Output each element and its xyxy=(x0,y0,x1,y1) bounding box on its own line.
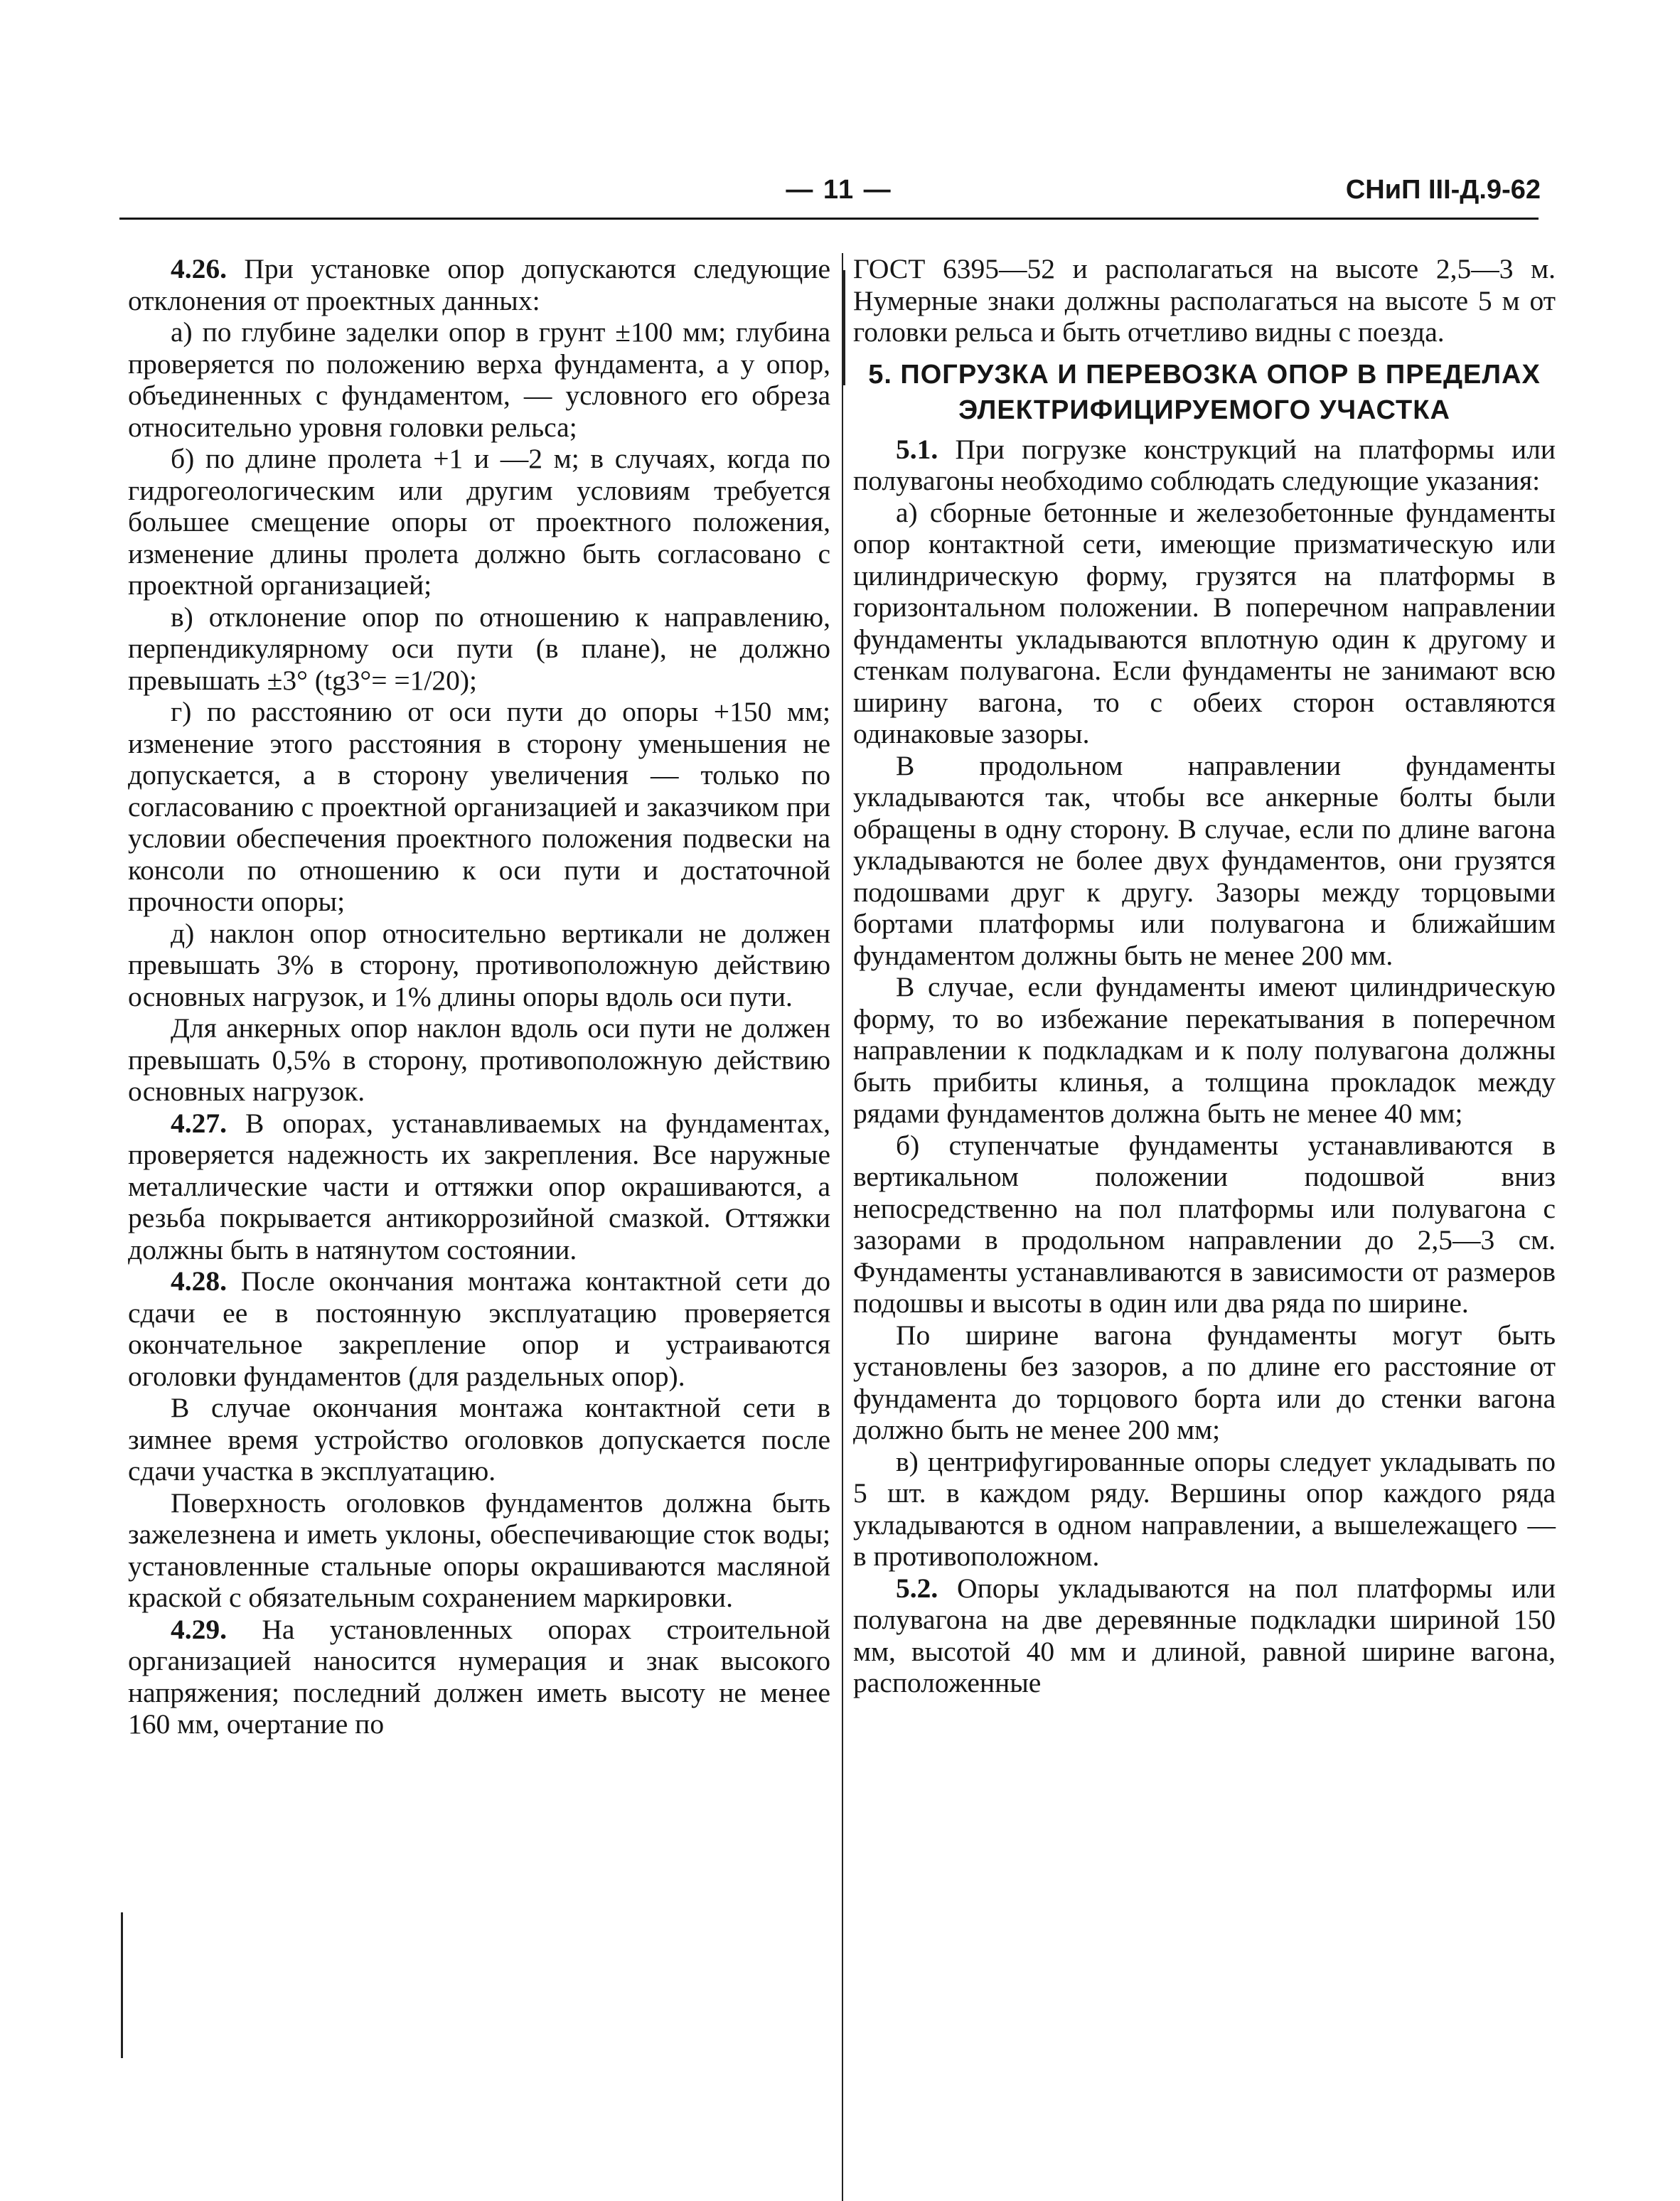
paragraph-5-1-a xyxy=(853,497,1556,750)
paragraph-text: В случае, если фундаменты имеют цилиндрическую форму, то во избежание перекатывания в поперечном направлении к подкладкам и к полу полувагона должны быть прибиты клинья, а толщина прокладок между рядами фундаментов должна быть не менее 40 мм; xyxy=(853,971,1556,1129)
paragraph-text: При установке опор допускаются следующие отклонения от проектных данных: xyxy=(128,253,831,316)
paragraph-4-26-a xyxy=(128,316,830,443)
paragraph-4-26-g xyxy=(128,696,830,918)
paragraph-text: б) ступенчатые фундаменты устанавливаются в вертикальном положении подошвой вниз непосредственно на пол платформы или полувагона с зазорами в продольном направлении до 2,5—3 см. Фундаменты устанавливаются в зависимости от размеров подошвы и высоты в один или два ряда по ширине. xyxy=(853,1129,1556,1319)
clause-number: 4.29. xyxy=(171,1613,227,1645)
margin-bar-right-top xyxy=(843,270,845,385)
paragraph-text: Для анкерных опор наклон вдоль оси пути не должен превышать 0,5% в сторону, противоположную действию основных нагрузок. xyxy=(128,1012,830,1107)
paragraph-text: ГОСТ 6395—52 и располагаться на высоте 2,5—3 м. Нумерные знаки должны располагаться на высоте 5 м от головки рельса и быть отчетливо видны с поезда. xyxy=(853,253,1556,348)
paragraph-text: а) сборные бетонные и железобетонные фундаменты опор контактной сети, имеющие призматическую или цилиндрическую форму, грузятся на платформы в горизонтальном положении. В поперечном направлении фундаменты укладываются вплотную один к другому и стенкам полувагона. Если фундаменты не занимают всю ширину вагона, то с обеих сторон оставляются одинаковые зазоры. xyxy=(853,496,1556,749)
paragraph-text: а) по глубине заделки опор в грунт ±100 мм; глубина проверяется по положению верха фундамента, а у опор, объединенных с фундаментом, — условного его обреза относительно уровня головки рельса; xyxy=(128,316,830,443)
clause-number: 5.2. xyxy=(896,1572,938,1604)
margin-bar-left-bottom xyxy=(121,1912,123,2058)
paragraph-5-2 xyxy=(853,1573,1556,1699)
paragraph-5-1-b xyxy=(853,1130,1556,1319)
paragraph-5-1 xyxy=(853,434,1556,497)
clause-number: 4.28. xyxy=(171,1265,227,1297)
paragraph-text: в) центрифугированные опоры следует укладывать по 5 шт. в каждом ряду. Вершины опор каждого ряда укладываются в одном направлении, а вышележащего — в противоположном. xyxy=(853,1445,1556,1572)
paragraph-text: На установленных опорах строительной организацией наносится нумерация и знак высокого напряжения; последний должен иметь высоту не менее 160 мм, очертание по xyxy=(128,1613,831,1740)
paragraph-4-26 xyxy=(128,253,830,316)
paragraph-head-surface xyxy=(128,1487,830,1614)
document-code: СНиП III-Д.9-62 xyxy=(1345,175,1541,205)
page-number: — 11 — xyxy=(786,175,892,205)
paragraph-cylindrical xyxy=(853,971,1556,1130)
paragraph-text: д) наклон опор относительно вертикали не должен превышать 3% в сторону, противоположную действию основных нагрузок, и 1% длины опоры вдоль оси пути. xyxy=(128,917,830,1012)
paragraph-winter-installation xyxy=(128,1392,830,1487)
paragraph-4-29 xyxy=(128,1614,830,1740)
paragraph-4-27 xyxy=(128,1108,830,1266)
paragraph-text: Поверхность оголовков фундаментов должна быть зажелезнена и иметь уклоны, обеспечивающие сток воды; установленные стальные опоры окрашиваются масляной краской с обязательным сохранением маркировки. xyxy=(128,1487,830,1613)
paragraph-4-26-d xyxy=(128,918,830,1013)
paragraph-4-29-continued xyxy=(853,253,1556,348)
paragraph-4-26-v xyxy=(128,601,830,697)
clause-number: 5.1. xyxy=(896,433,938,465)
paragraph-text: При погрузке конструкций на платформы или полувагоны необходимо соблюдать следующие указания: xyxy=(853,433,1556,496)
paragraph-anchor-supports xyxy=(128,1012,830,1108)
column-divider xyxy=(842,253,843,2201)
clause-number: 4.27. xyxy=(171,1107,227,1139)
paragraph-4-26-b xyxy=(128,443,830,601)
right-column xyxy=(853,253,1556,1699)
section-heading: 5. ПОГРУЗКА И ПЕРЕВОЗКА ОПОР В ПРЕДЕЛАХ ЭЛЕКТРИФИЦИРУЕМОГО УЧАСТКА xyxy=(868,359,1541,425)
paragraph-4-28 xyxy=(128,1265,830,1392)
paragraph-longitudinal xyxy=(853,750,1556,972)
paragraph-text: В случае окончания монтажа контактной сети в зимнее время устройство оголовков допускается после сдачи участка в эксплуатацию. xyxy=(128,1392,830,1487)
left-column xyxy=(128,253,830,1740)
paragraph-text: Опоры укладываются на пол платформы или полувагона на две деревянные подкладки шириной 150 мм, высотой 40 мм и длиной, равной ширине вагона, расположенные xyxy=(853,1572,1556,1698)
paragraph-text: б) по длине пролета +1 и —2 м; в случаях, когда по гидрогеологическим или другим условиям требуется большее смещение опоры от проектного положения, изменение длины пролета должно быть согласовано с проектной организацией; xyxy=(128,443,830,601)
header-rule xyxy=(119,218,1539,220)
paragraph-text: По ширине вагона фундаменты могут быть установлены без зазоров, а по длине его расстояние от фундамента до торцового борта или до стенки вагона должно быть не менее 200 мм; xyxy=(853,1319,1556,1445)
paragraph-width xyxy=(853,1319,1556,1446)
paragraph-text: в) отклонение опор по отношению к направлению, перпендикулярному оси пути (в плане), не должно превышать ±3° (tg3°= =1/20); xyxy=(128,601,830,696)
paragraph-text: После окончания монтажа контактной сети до сдачи ее в постоянную эксплуатацию проверяется окончательное закрепление опор и устраиваются оголовки фундаментов (для раздельных опор). xyxy=(128,1265,830,1392)
paragraph-text: г) по расстоянию от оси пути до опоры +150 мм; изменение этого расстояния в сторону уменьшения не допускается, а в сторону увеличения — только по согласованию с проектной организацией и заказчиком при условии обеспечения проектного положения подвески на консоли по отношению к оси пути и достаточной прочности опоры; xyxy=(128,696,830,917)
paragraph-text: В опорах, устанавливаемых на фундаментах, проверяется надежность их закрепления. Все наружные металлические части и оттяжки опор окрашиваются, а резьба покрывается антикоррозийной смазкой. Оттяжки должны быть в натянутом состоянии. xyxy=(128,1107,830,1265)
clause-number: 4.26. xyxy=(171,253,227,284)
paragraph-5-1-v xyxy=(853,1446,1556,1573)
paragraph-text: В продольном направлении фундаменты укладываются так, чтобы все анкерные болты были обращены в одну сторону. В случае, если по длине вагона укладываются не более двух фундаментов, они грузятся подошвами друг к другу. Зазоры между торцовыми бортами платформы или полувагона и ближайшим фундаментом должны быть не менее 200 мм. xyxy=(853,749,1556,971)
